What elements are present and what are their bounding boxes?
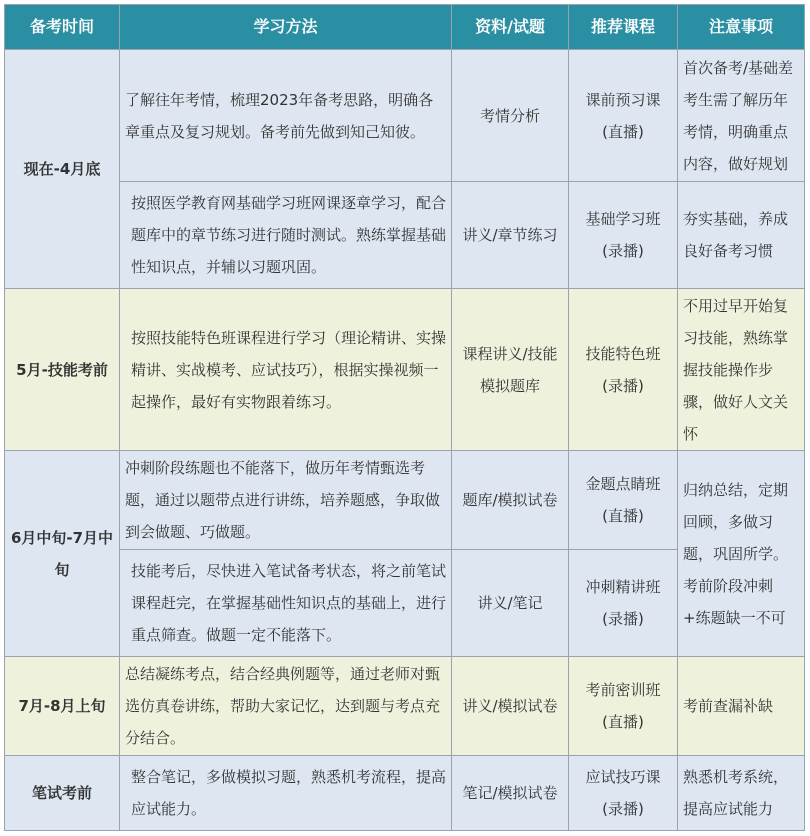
method-cell: 按照技能特色班课程进行学习（理论精讲、实操精讲、实战模考、应试技巧），根据实操视频一起操作，最好有实物跟着练习。 bbox=[120, 289, 452, 451]
materials-cell: 讲义/模拟试卷 bbox=[452, 657, 569, 756]
notes-cell: 首次备考/基础差考生需了解历年考情，明确重点内容，做好规划 bbox=[678, 50, 805, 182]
time-cell: 笔试考前 bbox=[5, 756, 120, 831]
materials-cell: 课程讲义/技能模拟题库 bbox=[452, 289, 569, 451]
course-name: 基础学习班 bbox=[585, 210, 661, 228]
method-cell: 冲刺阶段练题也不能落下，做历年考情甄选考题，通过以题带点进行讲练，培养题感，争取做到会做题、巧做题。 bbox=[120, 451, 452, 550]
course-cell bbox=[569, 451, 678, 550]
course-name: 应试技巧课 bbox=[585, 768, 661, 786]
course-type: (录播) bbox=[602, 242, 644, 260]
course-type: (直播) bbox=[602, 713, 644, 731]
table-row bbox=[5, 451, 805, 550]
study-plan-table bbox=[4, 4, 805, 831]
header-method: 学习方法 bbox=[120, 5, 452, 50]
method-cell: 整合笔记，多做模拟习题，熟悉机考流程，提高应试能力。 bbox=[120, 756, 452, 831]
table-row bbox=[5, 756, 805, 831]
materials-cell: 讲义/章节练习 bbox=[452, 182, 569, 289]
table-row bbox=[5, 182, 805, 289]
course-cell bbox=[569, 657, 678, 756]
time-cell: 现在-4月底 bbox=[5, 50, 120, 289]
table-row bbox=[5, 50, 805, 182]
course-name: 考前密训班 bbox=[585, 681, 661, 699]
table-row bbox=[5, 657, 805, 756]
header-notes: 注意事项 bbox=[678, 5, 805, 50]
course-cell bbox=[569, 182, 678, 289]
materials-cell: 笔记/模拟试卷 bbox=[452, 756, 569, 831]
notes-cell: 考前查漏补缺 bbox=[678, 657, 805, 756]
materials-cell: 考情分析 bbox=[452, 50, 569, 182]
header-materials: 资料/试题 bbox=[452, 5, 569, 50]
course-cell bbox=[569, 289, 678, 451]
course-type: (直播) bbox=[602, 507, 644, 525]
course-name: 冲刺精讲班 bbox=[585, 578, 661, 596]
method-cell: 技能考后，尽快进入笔试备考状态，将之前笔试课程赶完，在掌握基础性知识点的基础上，进行重点筛查。做题一定不能落下。 bbox=[120, 550, 452, 657]
course-type: (录播) bbox=[602, 610, 644, 628]
header-course: 推荐课程 bbox=[569, 5, 678, 50]
table-row bbox=[5, 289, 805, 451]
time-cell: 5月-技能考前 bbox=[5, 289, 120, 451]
course-cell bbox=[569, 550, 678, 657]
course-cell bbox=[569, 756, 678, 831]
method-cell: 总结凝练考点，结合经典例题等，通过老师对甄选仿真卷讲练，帮助大家记忆，达到题与考点充分结合。 bbox=[120, 657, 452, 756]
materials-cell: 讲义/笔记 bbox=[452, 550, 569, 657]
course-type: (录播) bbox=[602, 376, 644, 395]
course-type: (直播) bbox=[602, 122, 644, 141]
materials-cell: 题库/模拟试卷 bbox=[452, 451, 569, 550]
time-cell: 7月-8月上旬 bbox=[5, 657, 120, 756]
course-name: 技能特色班 bbox=[585, 344, 661, 363]
notes-cell: 夯实基础，养成良好备考习惯 bbox=[678, 182, 805, 289]
course-cell bbox=[569, 50, 678, 182]
notes-cell: 归纳总结，定期回顾，多做习题，巩固所学。考前阶段冲刺+练题缺一不可 bbox=[678, 451, 805, 657]
header-row bbox=[5, 5, 805, 50]
course-name: 课前预习课 bbox=[585, 90, 661, 109]
method-cell: 按照医学教育网基础学习班网课逐章学习，配合题库中的章节练习进行随时测试。熟练掌握基础性知识点，并辅以习题巩固。 bbox=[120, 182, 452, 289]
course-type: (录播) bbox=[602, 800, 644, 818]
time-cell: 6月中旬-7月中旬 bbox=[5, 451, 120, 657]
course-name: 金题点睛班 bbox=[585, 475, 661, 493]
notes-cell: 不用过早开始复习技能，熟练掌握技能操作步骤，做好人文关怀 bbox=[678, 289, 805, 451]
header-time: 备考时间 bbox=[5, 5, 120, 50]
notes-cell: 熟悉机考系统，提高应试能力 bbox=[678, 756, 805, 831]
method-cell: 了解往年考情，梳理2023年备考思路，明确各章重点及复习规划。备考前先做到知己知彼。 bbox=[120, 50, 452, 182]
